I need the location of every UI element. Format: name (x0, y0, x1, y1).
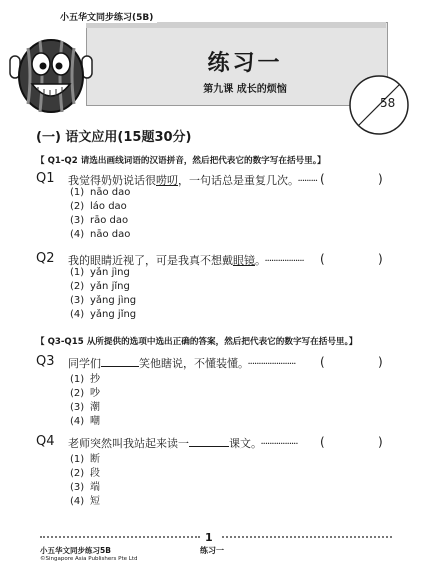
option-text: yǎn jǐng (90, 281, 130, 292)
option-label: (1) (70, 454, 85, 465)
option (70, 412, 100, 427)
option (70, 229, 130, 240)
option-label: (2) (70, 201, 85, 212)
answer-paren-open[interactable]: ( (320, 252, 325, 266)
option-text: 断 (90, 454, 100, 465)
question-text-after: 。 (255, 254, 261, 267)
option-text: láo dao (90, 201, 127, 212)
question-text (68, 355, 295, 371)
question-text-after: 课文。 (229, 437, 257, 450)
leader-dots: ·················· (264, 256, 304, 267)
option-label: (3) (70, 482, 85, 493)
option-label: (2) (70, 281, 85, 292)
question-text-after: 笑他瞎说，不懂装懂。 (139, 357, 244, 370)
option-text: rāo dao (90, 215, 129, 226)
option-text: yǎn jìng (90, 267, 130, 278)
option-text: nāo dao (90, 229, 131, 240)
option (70, 398, 100, 413)
option (70, 281, 130, 292)
underlined-word: 眼镜 (233, 254, 255, 267)
instruction-part1: 【 Q1-Q2 请选出画线词语的汉语拼音，然后把代表它的数字写在括号里。】 (36, 156, 326, 166)
footer-divider (40, 536, 200, 538)
option (70, 215, 128, 226)
leader-dots: ········· (297, 176, 318, 187)
footer-divider (222, 536, 392, 538)
option-text: 段 (90, 468, 100, 479)
option (70, 201, 127, 212)
section-title: (一) 语文应用(15题30分) (36, 130, 192, 145)
leader-dots: ······················ (247, 359, 296, 370)
option-label: (3) (70, 402, 85, 413)
option (70, 464, 100, 479)
option-text: 嘲 (90, 416, 100, 427)
option-text: 短 (90, 496, 100, 507)
option-label: (3) (70, 295, 85, 306)
footer-copyright: ©Singapore Asia Publishers Pte Ltd (40, 556, 138, 562)
option-label: (4) (70, 416, 85, 427)
footer-page-number: 1 (205, 531, 213, 544)
option (70, 187, 130, 198)
option (70, 384, 100, 399)
option (70, 309, 136, 320)
option-label: (1) (70, 374, 85, 385)
question-text-before: 我的眼睛近视了，可是我真不想戴 (68, 254, 233, 267)
option-label: (4) (70, 309, 85, 320)
question-text (68, 172, 317, 188)
option (70, 478, 100, 493)
lesson-subtitle: 第九课 成长的烦恼 (203, 84, 287, 95)
question-text (68, 252, 304, 268)
option-text: 吵 (90, 388, 100, 399)
option-label: (1) (70, 267, 85, 278)
option-text: 抄 (90, 374, 100, 385)
question-text-before: 老师突然叫我站起来读一 (68, 437, 189, 450)
question-number: Q2 (36, 251, 55, 266)
answer-blank (101, 356, 139, 367)
option-label: (2) (70, 388, 85, 399)
option-text: yǎng jìng (90, 295, 137, 306)
option-label: (2) (70, 468, 85, 479)
option (70, 450, 100, 465)
footer-lesson: 练习一 (200, 546, 224, 555)
option-text: 潮 (90, 402, 100, 413)
option-label: (3) (70, 215, 85, 226)
answer-paren-open[interactable]: ( (320, 172, 325, 186)
answer-paren-close[interactable]: ) (378, 355, 383, 369)
leader-dots: ················· (260, 439, 298, 450)
watermelon-mascot-icon (8, 26, 94, 122)
option (70, 295, 136, 306)
underlined-word: 唠叨 (156, 174, 178, 187)
lesson-title: 练习一 (207, 51, 283, 76)
answer-paren-open[interactable]: ( (320, 355, 325, 369)
score-circle-icon (348, 74, 410, 136)
question-text-before: 同学们 (68, 357, 101, 370)
option (70, 370, 100, 385)
answer-paren-close[interactable]: ) (378, 252, 383, 266)
option-text: 端 (90, 482, 100, 493)
book-tag: 小五华文同步练习(5B) (56, 10, 157, 23)
question-number: Q1 (36, 171, 55, 186)
total-score: 58 (380, 96, 396, 110)
option (70, 492, 100, 507)
question-number: Q3 (36, 354, 55, 369)
question-text-after: ，一句话总是重复几次。 (178, 174, 294, 187)
option-label: (4) (70, 496, 85, 507)
option-label: (4) (70, 229, 85, 240)
option-label: (1) (70, 187, 85, 198)
instruction-part2: 【 Q3-Q15 从所提供的选项中选出正确的答案，然后把代表它的数字写在括号里。】 (36, 337, 358, 347)
question-text-before: 我觉得奶奶说话很 (68, 174, 156, 187)
answer-blank (189, 436, 229, 447)
option (70, 267, 130, 278)
option-text: yǎng jǐng (90, 309, 137, 320)
question-number: Q4 (36, 434, 55, 449)
answer-paren-close[interactable]: ) (378, 435, 383, 449)
footer-book-title: 小五华文同步练习5B (40, 546, 111, 555)
answer-paren-close[interactable]: ) (378, 172, 383, 186)
answer-paren-open[interactable]: ( (320, 435, 325, 449)
option-text: nāo dao (90, 187, 131, 198)
question-text (68, 435, 298, 451)
